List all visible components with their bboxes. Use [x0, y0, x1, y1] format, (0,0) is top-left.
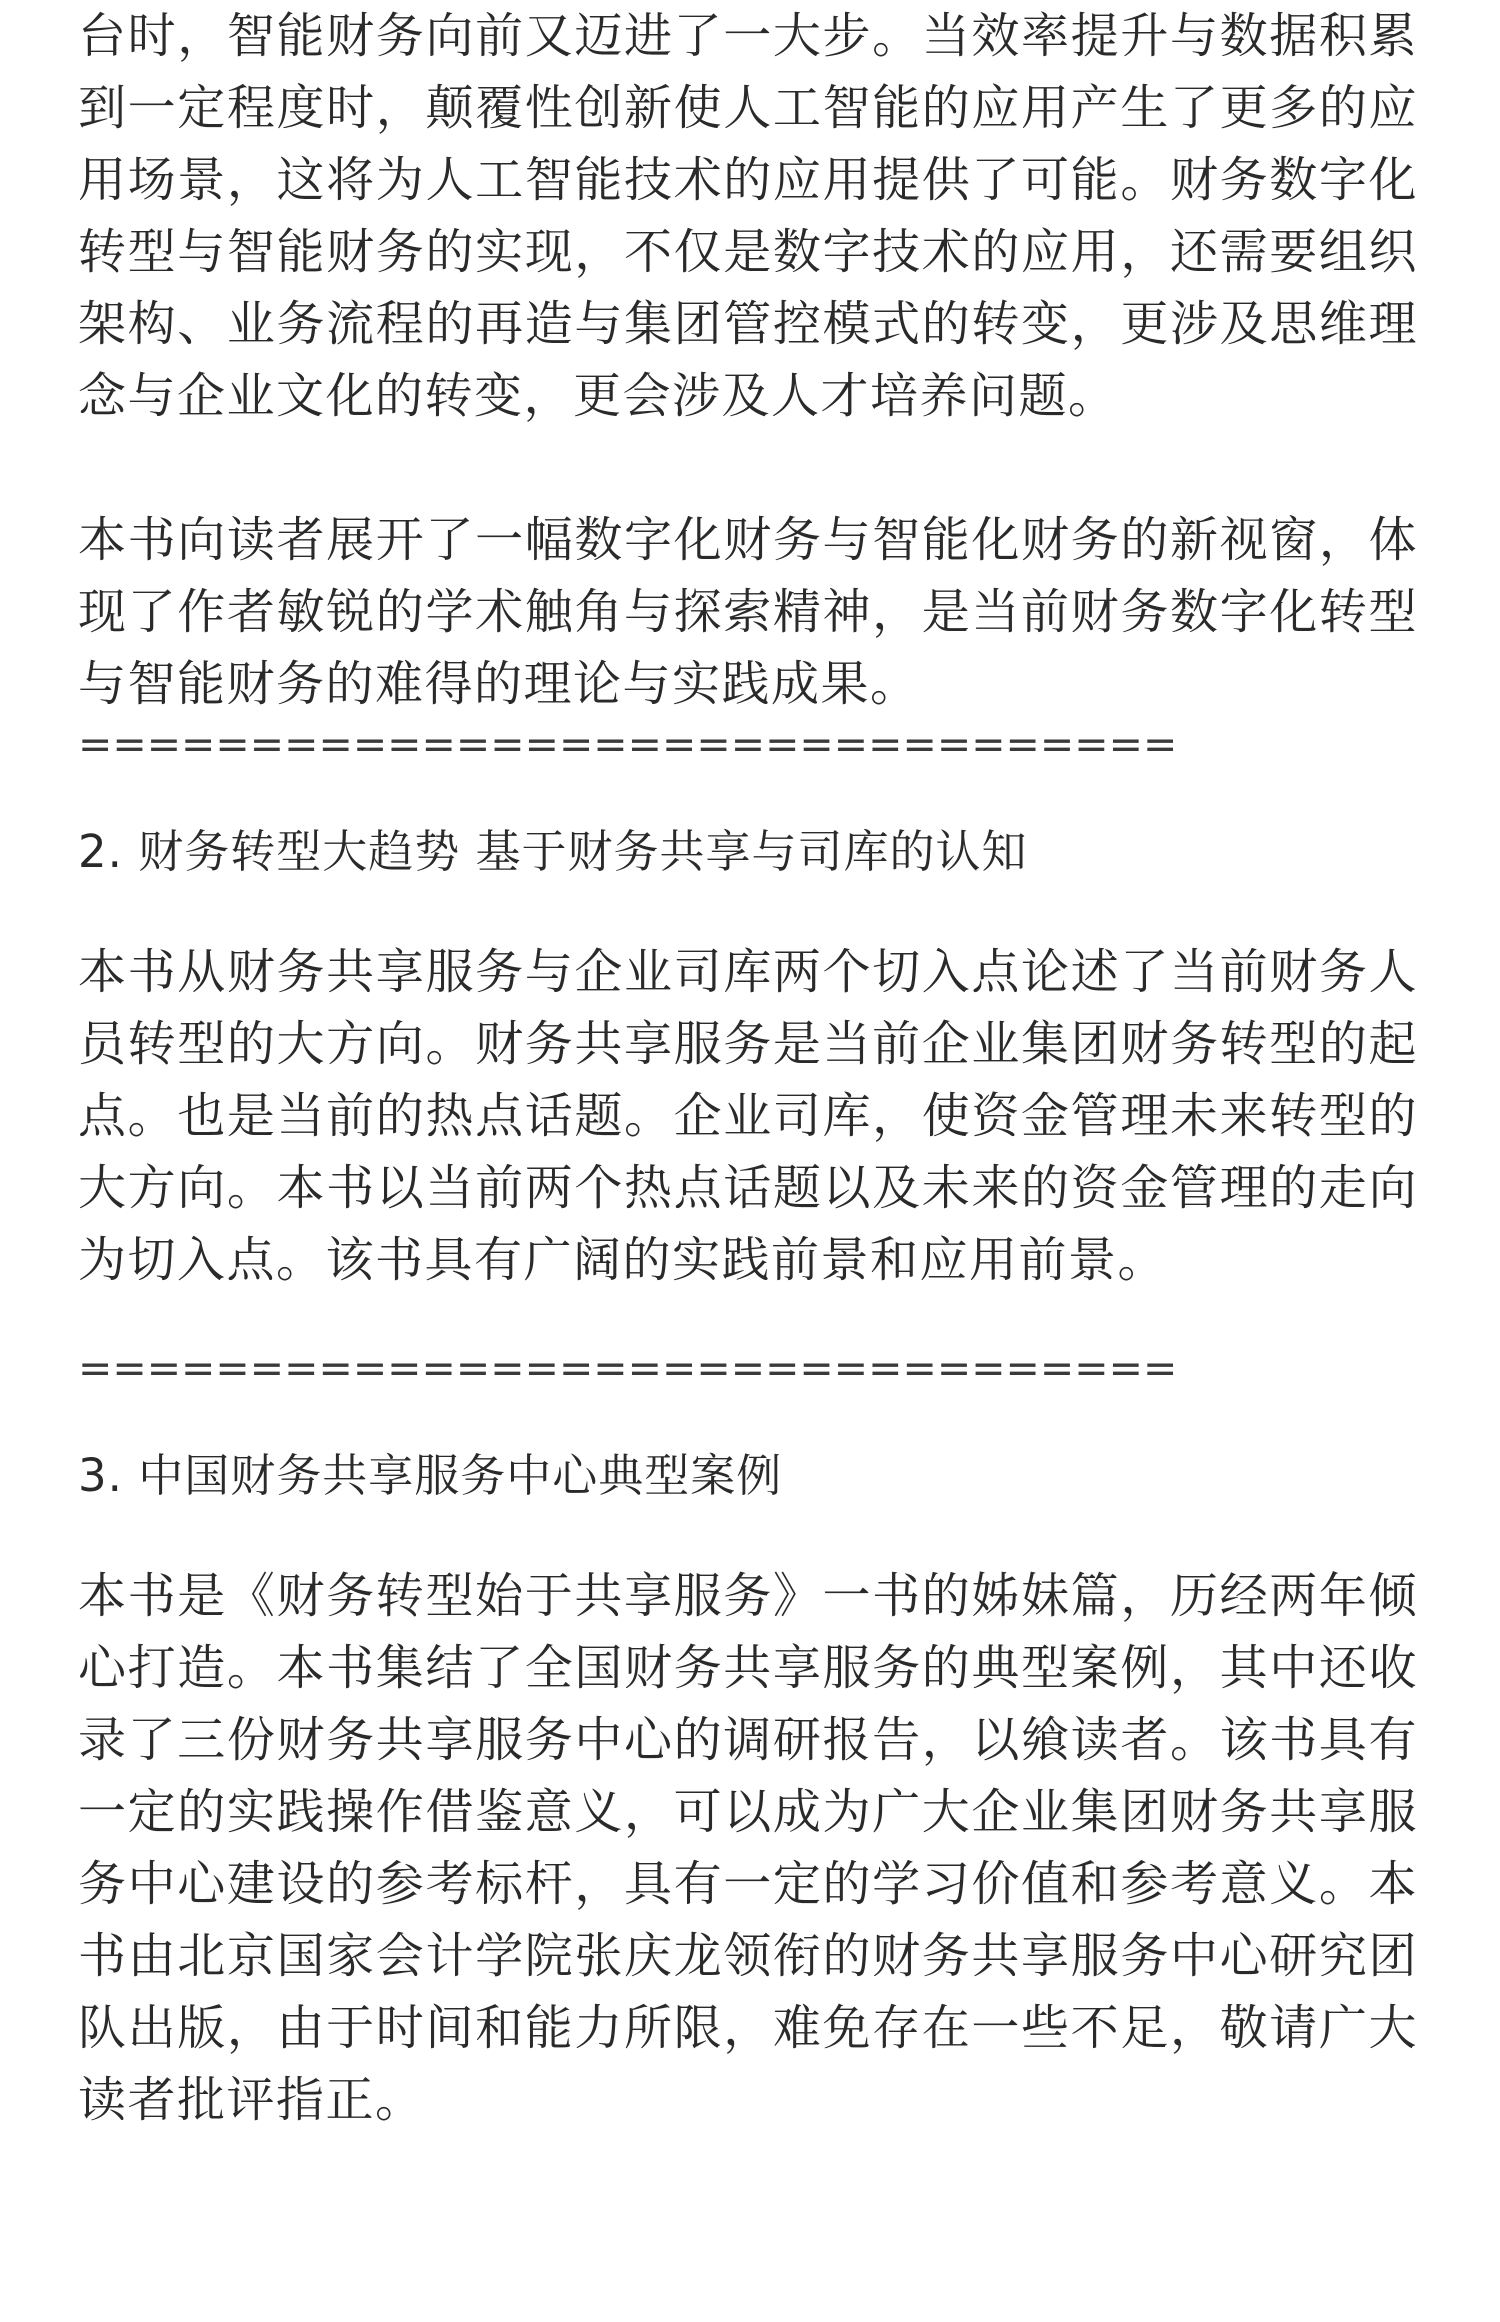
spacer	[78, 1512, 1418, 1560]
paragraph-section-3: 本书是《财务转型始于共享服务》一书的姊妹篇，历经两年倾心打造。本书集结了全国财务共享服务的典型案例，其中还收录了三份财务共享服务中心的调研报告，以飨读者。该书具有一定的实践操作借鉴意义，可以成为广大企业集团财务共享服务中心建设的参考标杆，具有一定的学习价值和参考意义。本书由北京国家会计学院张庆龙领衔的财务共享服务中心研究团队出版，由于时间和能力所限，难免存在一些不足，敬请广大读者批评指正。	[78, 1568, 1418, 2128]
section-heading-2: 2. 财务转型大趋势 基于财务共享与司库的认知	[78, 825, 1028, 878]
spacer	[78, 768, 1418, 816]
section-heading-3: 3. 中国财务共享服务中心典型案例	[78, 1449, 783, 1502]
divider-line: ================================	[78, 1344, 1178, 1392]
divider-line: ================================	[78, 720, 1178, 768]
paragraph-book-summary: 本书向读者展开了一幅数字化财务与智能化财务的新视窗，体现了作者敏锐的学术触角与探索精神，是当前财务数字化转型与智能财务的难得的理论与实践成果。	[78, 512, 1418, 712]
paragraph-section-2: 本书从财务共享服务与企业司库两个切入点论述了当前财务人员转型的大方向。财务共享服务是当前企业集团财务转型的起点。也是当前的热点话题。企业司库，使资金管理未来转型的大方向。本书以当前两个热点话题以及未来的资金管理的走向为切入点。该书具有广阔的实践前景和应用前景。	[78, 944, 1418, 1288]
spacer	[78, 432, 1418, 504]
article-body	[78, 0, 1418, 2136]
spacer	[78, 888, 1418, 936]
spacer	[78, 1392, 1418, 1440]
spacer	[78, 1296, 1418, 1344]
paragraph-smart-finance: 台时，智能财务向前又迈进了一大步。当效率提升与数据积累到一定程度时，颠覆性创新使人工智能的应用产生了更多的应用场景，这将为人工智能技术的应用提供了可能。财务数字化转型与智能财务的实现，不仅是数字技术的应用，还需要组织架构、业务流程的再造与集团管控模式的转变，更涉及思维理念与企业文化的转变，更会涉及人才培养问题。	[78, 8, 1418, 424]
